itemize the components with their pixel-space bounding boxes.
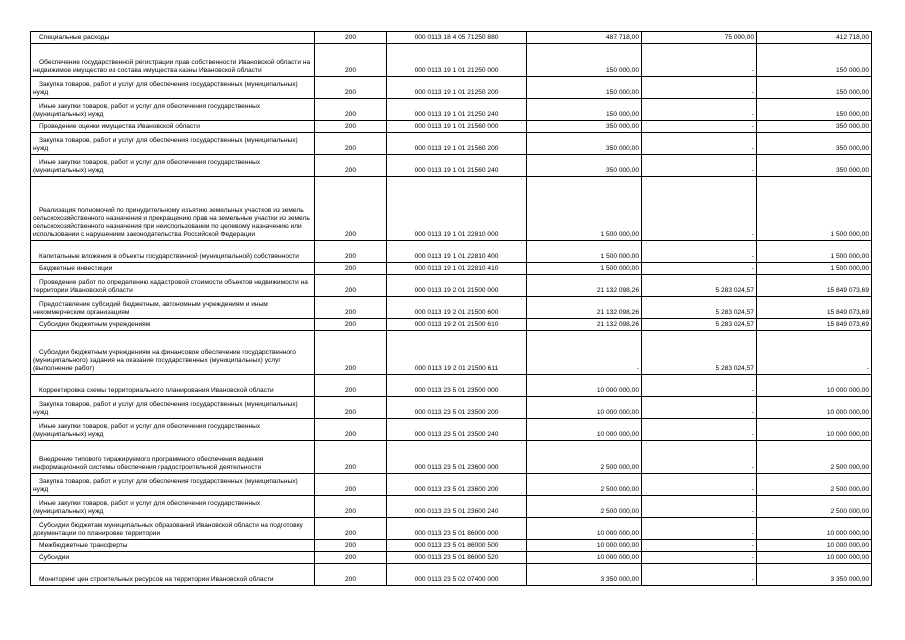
row-kbk: 000 0113 19 1 01 22810 400: [387, 241, 527, 263]
row-executed: 5 283 024,57: [642, 319, 757, 331]
row-executed: -: [642, 540, 757, 552]
row-approved: 2 500 000,00: [527, 474, 642, 496]
row-name: Капитальные вложения в объекты государственной (муниципальной) собственности: [31, 241, 315, 263]
row-code: 200: [315, 263, 387, 275]
row-name: Иные закупки товаров, работ и услуг для обеспечения государственных (муниципальных) нужд: [31, 155, 315, 177]
table-row: [31, 496, 872, 518]
row-kbk: 000 0113 23 5 01 23500 240: [387, 419, 527, 441]
row-name: Субсидии бюджетным учреждениям: [31, 319, 315, 331]
row-kbk: 000 0113 19 1 01 22810 000: [387, 177, 527, 241]
row-code: 200: [315, 331, 387, 375]
row-kbk: 000 0113 19 1 01 21560 000: [387, 121, 527, 133]
row-approved: 2 500 000,00: [527, 441, 642, 474]
row-executed: 5 283 024,57: [642, 275, 757, 297]
row-remain: 350 000,00: [757, 133, 872, 155]
row-kbk: 000 0113 19 2 01 21500 000: [387, 275, 527, 297]
row-executed: -: [642, 552, 757, 564]
row-approved: 1 500 000,00: [527, 241, 642, 263]
row-name: Иные закупки товаров, работ и услуг для обеспечения государственных (муниципальных) нужд: [31, 99, 315, 121]
row-kbk: 000 0113 19 2 01 21500 611: [387, 331, 527, 375]
table-row: [31, 241, 872, 263]
row-remain: 150 000,00: [757, 77, 872, 99]
row-executed: -: [642, 263, 757, 275]
row-remain: 10 000 000,00: [757, 375, 872, 397]
row-approved: 150 000,00: [527, 44, 642, 77]
row-approved: 150 000,00: [527, 77, 642, 99]
row-name: Обеспечение государственной регистрации прав собственности Ивановской области на недвижимое имущество из состава имущества казны Ивановской области: [31, 44, 315, 77]
row-code: 200: [315, 496, 387, 518]
row-approved: 21 132 098,26: [527, 275, 642, 297]
row-remain: 350 000,00: [757, 155, 872, 177]
row-approved: 1 500 000,00: [527, 177, 642, 241]
row-name: Межбюджетные трансферты: [31, 540, 315, 552]
row-code: 200: [315, 241, 387, 263]
row-executed: -: [642, 241, 757, 263]
table-row: [31, 331, 872, 375]
row-remain: 150 000,00: [757, 44, 872, 77]
table-row: [31, 564, 872, 586]
row-name: Закупка товаров, работ и услуг для обеспечения государственных (муниципальных) нужд: [31, 397, 315, 419]
row-code: 200: [315, 32, 387, 44]
row-code: 200: [315, 474, 387, 496]
row-kbk: 000 0113 19 2 01 21500 610: [387, 319, 527, 331]
row-approved: 350 000,00: [527, 133, 642, 155]
row-name: Субсидии: [31, 552, 315, 564]
row-name: Закупка товаров, работ и услуг для обеспечения государственных (муниципальных) нужд: [31, 77, 315, 99]
row-executed: -: [642, 419, 757, 441]
row-kbk: 000 0113 23 5 01 23500 000: [387, 375, 527, 397]
row-approved: -: [527, 331, 642, 375]
row-name: Проведение оценки имущества Ивановской области: [31, 121, 315, 133]
row-remain: 10 000 000,00: [757, 540, 872, 552]
row-remain: 2 500 000,00: [757, 496, 872, 518]
row-kbk: 000 0113 23 5 01 23500 200: [387, 397, 527, 419]
row-executed: -: [642, 518, 757, 540]
row-executed: -: [642, 133, 757, 155]
row-remain: 350 000,00: [757, 121, 872, 133]
budget-table-body: [31, 32, 872, 586]
row-code: 200: [315, 419, 387, 441]
row-name: Предоставление субсидий бюджетным, автономным учреждениям и иным некоммерческим организациям: [31, 297, 315, 319]
row-code: 200: [315, 540, 387, 552]
row-code: 200: [315, 77, 387, 99]
row-executed: -: [642, 441, 757, 474]
row-name: Субсидии бюджетам муниципальных образований Ивановской области на подготовку документации по планировке территории: [31, 518, 315, 540]
row-code: 200: [315, 155, 387, 177]
row-approved: 10 000 000,00: [527, 518, 642, 540]
row-code: 200: [315, 297, 387, 319]
row-remain: 10 000 000,00: [757, 419, 872, 441]
row-kbk: 000 0113 19 1 01 21250 240: [387, 99, 527, 121]
row-remain: 1 500 000,00: [757, 241, 872, 263]
row-executed: -: [642, 177, 757, 241]
table-row: [31, 77, 872, 99]
row-approved: 10 000 000,00: [527, 552, 642, 564]
table-row: [31, 133, 872, 155]
row-name: Субсидии бюджетным учреждениям на финансовое обеспечение государственного (муниципального) задания на оказание государственных (муниципальных) услуг (выполнение работ): [31, 331, 315, 375]
row-approved: 150 000,00: [527, 99, 642, 121]
row-approved: 10 000 000,00: [527, 375, 642, 397]
row-approved: 350 000,00: [527, 155, 642, 177]
row-executed: -: [642, 121, 757, 133]
row-code: 200: [315, 121, 387, 133]
row-kbk: 000 0113 19 1 01 21250 000: [387, 44, 527, 77]
row-remain: 1 500 000,00: [757, 177, 872, 241]
row-kbk: 000 0113 19 2 01 21500 600: [387, 297, 527, 319]
row-kbk: 000 0113 18 4 05 71250 880: [387, 32, 527, 44]
row-kbk: 000 0113 23 5 01 86000 000: [387, 518, 527, 540]
row-code: 200: [315, 441, 387, 474]
row-executed: -: [642, 99, 757, 121]
row-approved: 487 718,00: [527, 32, 642, 44]
row-code: 200: [315, 319, 387, 331]
row-kbk: 000 0113 23 5 02 07400 000: [387, 564, 527, 586]
row-kbk: 000 0113 19 1 01 22810 410: [387, 263, 527, 275]
table-row: [31, 474, 872, 496]
row-remain: 15 849 073,69: [757, 275, 872, 297]
row-remain: 1 500 000,00: [757, 263, 872, 275]
row-remain: 150 000,00: [757, 99, 872, 121]
row-remain: 10 000 000,00: [757, 518, 872, 540]
table-row: [31, 121, 872, 133]
row-code: 200: [315, 44, 387, 77]
row-executed: -: [642, 44, 757, 77]
row-remain: 2 500 000,00: [757, 474, 872, 496]
table-row: [31, 441, 872, 474]
row-executed: -: [642, 77, 757, 99]
row-approved: 1 500 000,00: [527, 263, 642, 275]
table-row: [31, 32, 872, 44]
row-approved: 21 132 098,26: [527, 297, 642, 319]
row-kbk: 000 0113 23 5 01 23600 240: [387, 496, 527, 518]
row-kbk: 000 0113 23 5 01 23600 200: [387, 474, 527, 496]
row-executed: -: [642, 155, 757, 177]
row-approved: 3 350 000,00: [527, 564, 642, 586]
row-name: Реализация полномочий по принудительному изъятию земельных участков из земель сельскохозяйственного назначения и прекращению прав на земельные участки из земель сельскохозяйственного назначения при неиспользовании по целевому назначению или использовании с нарушением законодательства Российской Федерации: [31, 177, 315, 241]
row-executed: 5 283 024,57: [642, 297, 757, 319]
row-remain: 15 849 073,69: [757, 297, 872, 319]
row-approved: 10 000 000,00: [527, 397, 642, 419]
row-code: 200: [315, 375, 387, 397]
row-executed: -: [642, 564, 757, 586]
row-name: Корректировка схемы территориального планирования Ивановской области: [31, 375, 315, 397]
row-remain: 15 849 073,69: [757, 319, 872, 331]
row-executed: -: [642, 474, 757, 496]
row-code: 200: [315, 99, 387, 121]
row-name: Проведение работ по определению кадастровой стоимости объектов недвижимости на территории Ивановской области: [31, 275, 315, 297]
row-executed: -: [642, 496, 757, 518]
row-remain: 10 000 000,00: [757, 397, 872, 419]
table-row: [31, 397, 872, 419]
row-name: Закупка товаров, работ и услуг для обеспечения государственных (муниципальных) нужд: [31, 133, 315, 155]
table-row: [31, 155, 872, 177]
row-name: Закупка товаров, работ и услуг для обеспечения государственных (муниципальных) нужд: [31, 474, 315, 496]
row-remain: 2 500 000,00: [757, 441, 872, 474]
table-row: [31, 518, 872, 540]
table-row: [31, 99, 872, 121]
table-row: [31, 319, 872, 331]
table-row: [31, 375, 872, 397]
row-code: 200: [315, 275, 387, 297]
row-code: 200: [315, 518, 387, 540]
row-remain: 412 718,00: [757, 32, 872, 44]
row-code: 200: [315, 177, 387, 241]
row-approved: 21 132 098,26: [527, 319, 642, 331]
row-code: 200: [315, 552, 387, 564]
row-remain: -: [757, 331, 872, 375]
row-kbk: 000 0113 19 1 01 21250 200: [387, 77, 527, 99]
row-name: Внедрение типового тиражируемого программного обеспечения ведения информационной системы обеспечения градостроительной деятельности: [31, 441, 315, 474]
row-remain: 3 350 000,00: [757, 564, 872, 586]
row-executed: 75 000,00: [642, 32, 757, 44]
row-code: 200: [315, 397, 387, 419]
row-name: Бюджетные инвестиции: [31, 263, 315, 275]
row-name: Иные закупки товаров, работ и услуг для обеспечения государственных (муниципальных) нужд: [31, 419, 315, 441]
table-row: [31, 275, 872, 297]
row-kbk: 000 0113 23 5 01 86000 520: [387, 552, 527, 564]
row-name: Иные закупки товаров, работ и услуг для обеспечения государственных (муниципальных) нужд: [31, 496, 315, 518]
table-row: [31, 297, 872, 319]
row-remain: 10 000 000,00: [757, 552, 872, 564]
table-row: [31, 540, 872, 552]
row-executed: -: [642, 397, 757, 419]
row-kbk: 000 0113 19 1 01 21560 240: [387, 155, 527, 177]
row-executed: 5 283 024,57: [642, 331, 757, 375]
row-name: Специальные расходы: [31, 32, 315, 44]
budget-table: [30, 31, 872, 586]
row-approved: 10 000 000,00: [527, 540, 642, 552]
row-code: 200: [315, 133, 387, 155]
row-approved: 10 000 000,00: [527, 419, 642, 441]
table-row: [31, 552, 872, 564]
table-row: [31, 177, 872, 241]
table-row: [31, 44, 872, 77]
row-kbk: 000 0113 19 1 01 21560 200: [387, 133, 527, 155]
row-approved: 2 500 000,00: [527, 496, 642, 518]
table-row: [31, 419, 872, 441]
row-executed: -: [642, 375, 757, 397]
row-kbk: 000 0113 23 5 01 23600 000: [387, 441, 527, 474]
row-approved: 350 000,00: [527, 121, 642, 133]
row-name: Мониторинг цен строительных ресурсов на территории Ивановской области: [31, 564, 315, 586]
table-row: [31, 263, 872, 275]
row-kbk: 000 0113 23 5 01 86000 500: [387, 540, 527, 552]
row-code: 200: [315, 564, 387, 586]
